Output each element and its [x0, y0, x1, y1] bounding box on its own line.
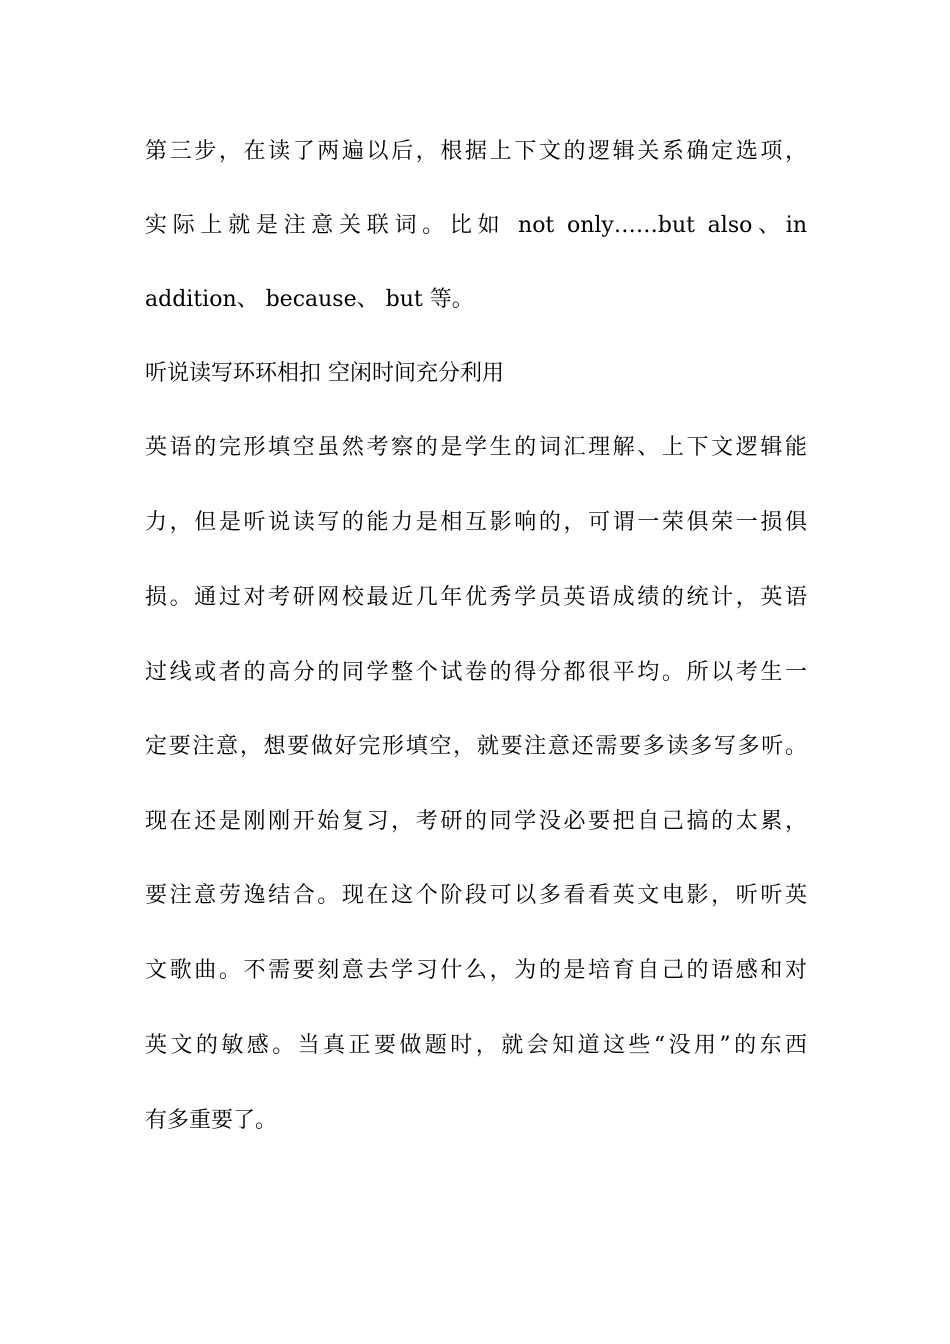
- paragraph-2-line-7: 要注意劳逸结合。现在这个阶段可以多看看英文电影，听听英: [145, 883, 807, 908]
- paragraph-2-line-5: 定要注意，想要做好完形填空，就要注意还需要多读多写多听。: [145, 734, 807, 759]
- paragraph-2-line-9: 英文的敏感。当真正要做题时，就会知道这些“没用”的东西: [145, 1033, 807, 1058]
- paragraph-2-line-8: 文歌曲。不需要刻意去学习什么，为的是培育自己的语感和对: [145, 958, 807, 983]
- paragraph-2-line-6: 现在还是刚刚开始复习，考研的同学没必要把自己搞的太累，: [145, 809, 807, 834]
- paragraph-2-line-10: 有多重要了。: [145, 1108, 278, 1133]
- paragraph-2-line-3: 损。通过对考研网校最近几年优秀学员英语成绩的统计，英语: [145, 585, 807, 610]
- paragraph-1-line-2: 实际上就是注意关联词。比如 not only……but also、in: [145, 213, 807, 238]
- paragraph-2-line-1: 英语的完形填空虽然考察的是学生的词汇理解、上下文逻辑能: [145, 435, 807, 460]
- paragraph-2-line-4: 过线或者的高分的同学整个试卷的得分都很平均。所以考生一: [145, 660, 807, 685]
- paragraph-2-line-2: 力，但是听说读写的能力是相互影响的，可谓一荣俱荣一损俱: [145, 510, 807, 535]
- paragraph-1-line-3: addition、 because、 but 等。: [145, 287, 474, 312]
- paragraph-1-line-1: 第三步，在读了两遍以后，根据上下文的逻辑关系确定选项，: [145, 139, 807, 164]
- section-heading: 听说读写环环相扣 空闲时间充分利用: [145, 361, 504, 386]
